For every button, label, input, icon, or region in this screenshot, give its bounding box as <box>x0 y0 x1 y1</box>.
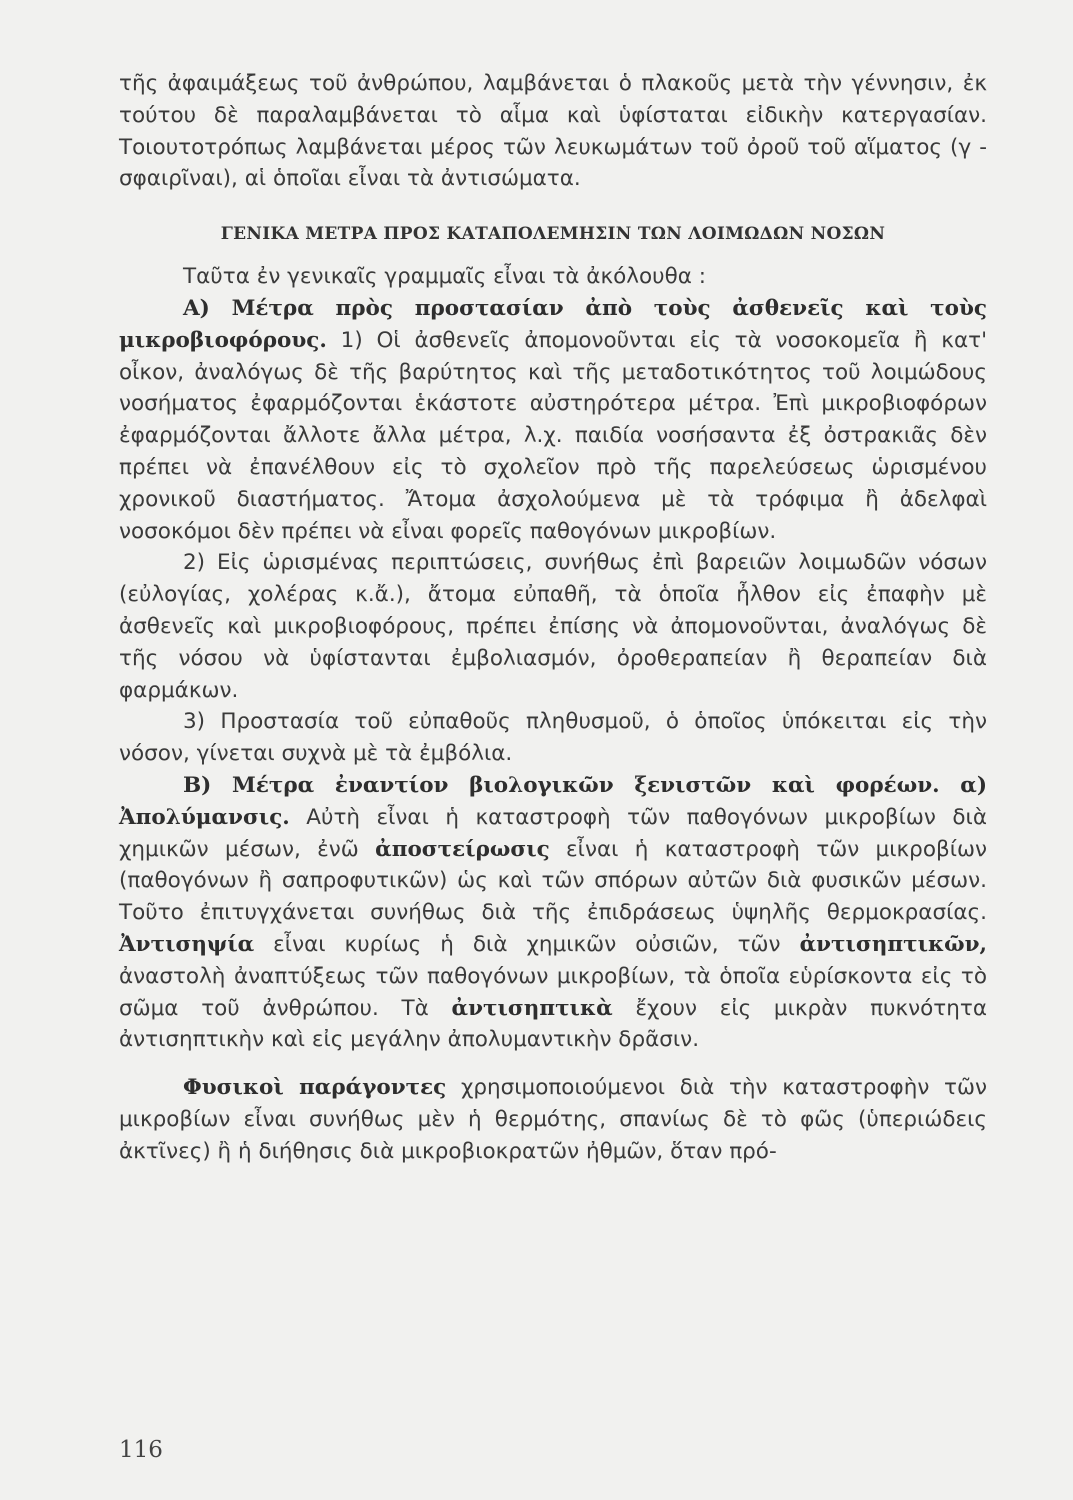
term-antiseptics-2: ἀντισηπτικὰ <box>451 995 613 1021</box>
paragraph-lead: Ταῦτα ἐν γενικαῖς γραμμαῖς εἶναι τὰ ἀκόλουθα : <box>183 264 707 290</box>
paragraph-intro: τῆς ἀφαιμάξεως τοῦ ἀνθρώπου, λαμβάνεται ὁ πλακοῦς μετὰ τὴν γέννησιν, ἐκ τούτου δὲ παραλαμβάνεται τὸ αἷμα καὶ ὑφίσταται εἰδικὴν κατεργασίαν. Τοιουτοτρόπως λαμβάνεται μέρος τῶν λευκωμάτων τοῦ ὀροῦ τοῦ αἵματος (γ - σφαιρῖναι), αἱ ὁποῖαι εἶναι τὰ ἀντισώματα. <box>119 71 987 192</box>
section-b-text-5: ἔχουν εἰς μικρὰν πυκνότητα ἀντισηπτικὴν καὶ εἰς μεγάλην ἀπολυμαντικὴν δρᾶσιν. <box>119 995 987 1053</box>
section-a-title: Α) Μέτρα πρὸς προστασίαν ἀπὸ τοὺς ἀσθενεῖς καὶ τοὺς μικροβιοφόρους. <box>119 295 987 353</box>
paragraph-section-a <box>119 293 987 547</box>
term-antiseptics: ἀντισηπτικῶν, <box>799 931 987 957</box>
section-b-title: Β) Μέτρα ἐναντίον βιολογικῶν ξενιστῶν καὶ φορέων. α) Ἀπολύμανσις. <box>119 772 987 830</box>
paragraph-section-b <box>119 770 987 1056</box>
section-heading: ΓΕΝΙΚΑ ΜΕΤΡΑ ΠΡΟΣ ΚΑΤΑΠΟΛΕΜΗΣΙΝ ΤΩΝ ΛΟΙΜΩΔΩΝ ΝΟΣΩΝ <box>220 224 886 245</box>
section-b-text-4: ἀναστολὴ ἀναπτύξεως τῶν παθογόνων μικροβίων, τὰ ὁποῖα εὑρίσκοντα εἰς τὸ σῶμα τοῦ ἀνθρώπου. Τὰ <box>119 963 987 1021</box>
term-sterilization: ἀποστείρωσις <box>375 836 550 862</box>
page-number: 116 <box>119 1437 163 1463</box>
physical-factors-title: Φυσικοὶ παράγοντες <box>183 1075 447 1101</box>
section-b-text-3: εἶναι κυρίως ἡ διὰ χημικῶν οὐσιῶν, τῶν <box>254 931 800 957</box>
page-body <box>119 68 987 1168</box>
term-antisepsis: Ἀντισηψία <box>119 931 255 957</box>
paragraph-2: 2) Εἰς ὡρισμένας περιπτώσεις, συνήθως ἐπὶ βαρειῶν λοιμωδῶν νόσων (εὐλογίας, χολέρας κ.ἄ.), ἄτομα εὐπαθῆ, τὰ ὁποῖα ἦλθον εἰς ἐπαφὴν μὲ ἀσθενεῖς καὶ μικροβιοφόρους, πρέπει ἐπίσης νὰ ἀπομονοῦνται, ἀναλόγως δὲ τῆς νόσου νὰ ὑφίστανται ἐμβολιασμόν, ὀροθεραπείαν ἢ θεραπείαν διὰ φαρμάκων. <box>119 550 987 703</box>
section-b-text-2: εἶναι ἡ καταστροφὴ τῶν μικροβίων (παθογόνων ἢ σαπροφυτικῶν) ὡς καὶ τῶν σπόρων αὐτῶν διὰ φυσικῶν μέσων. Τοῦτο ἐπιτυγχάνεται συνήθως διὰ τῆς ἐπιδράσεως ὑψηλῆς θερμοκρασίας. <box>119 836 987 926</box>
paragraph-physical-factors <box>119 1072 987 1167</box>
section-b-text-1: Αὐτὴ εἶναι ἡ καταστροφὴ τῶν παθογόνων μικροβίων διὰ χημικῶν μέσων, ἐνῶ <box>119 804 987 862</box>
paragraph-3: 3) Προστασία τοῦ εὐπαθοῦς πληθυσμοῦ, ὁ ὁποῖος ὑπόκειται εἰς τὴν νόσον, γίνεται συχνὰ μὲ τὰ ἐμβόλια. <box>119 709 987 767</box>
physical-factors-text: χρησιμοποιούμενοι διὰ τὴν καταστροφὴν τῶν μικροβίων εἶναι συνήθως μὲν ἡ θερμότης, σπανίως δὲ τὸ φῶς (ὑπεριώδεις ἀκτῖνες) ἢ ἡ διήθησις διὰ μικροβιοκρατῶν ἠθμῶν, ὅταν πρό- <box>119 1075 987 1164</box>
section-a-text: 1) Οἱ ἀσθενεῖς ἀπομονοῦνται εἰς τὰ νοσοκομεῖα ἢ κατ' οἶκον, ἀναλόγως δὲ τῆς βαρύτητος καὶ τῆς μεταδοτικότητος τοῦ λοιμώδους νοσήματος ἐφαρμόζονται ἑκάστοτε αὐστηρότερα μέτρα. Ἐπὶ μικροβιοφόρων ἐφαρμόζονται ἄλλοτε ἄλλα μέτρα, λ.χ. παιδία νοσήσαντα ἐξ ὀστρακιᾶς δὲν πρέπει νὰ ἐπανέλθουν εἰς τὸ σχολεῖον πρὸ τῆς παρελεύσεως ὡρισμένου χρονικοῦ διαστήματος. Ἄτομα ἀσχολούμενα μὲ τὰ τρόφιμα ἢ ἀδελφαὶ νοσοκόμοι δὲν πρέπει νὰ εἶναι φορεῖς παθογόνων μικροβίων. <box>119 327 987 544</box>
